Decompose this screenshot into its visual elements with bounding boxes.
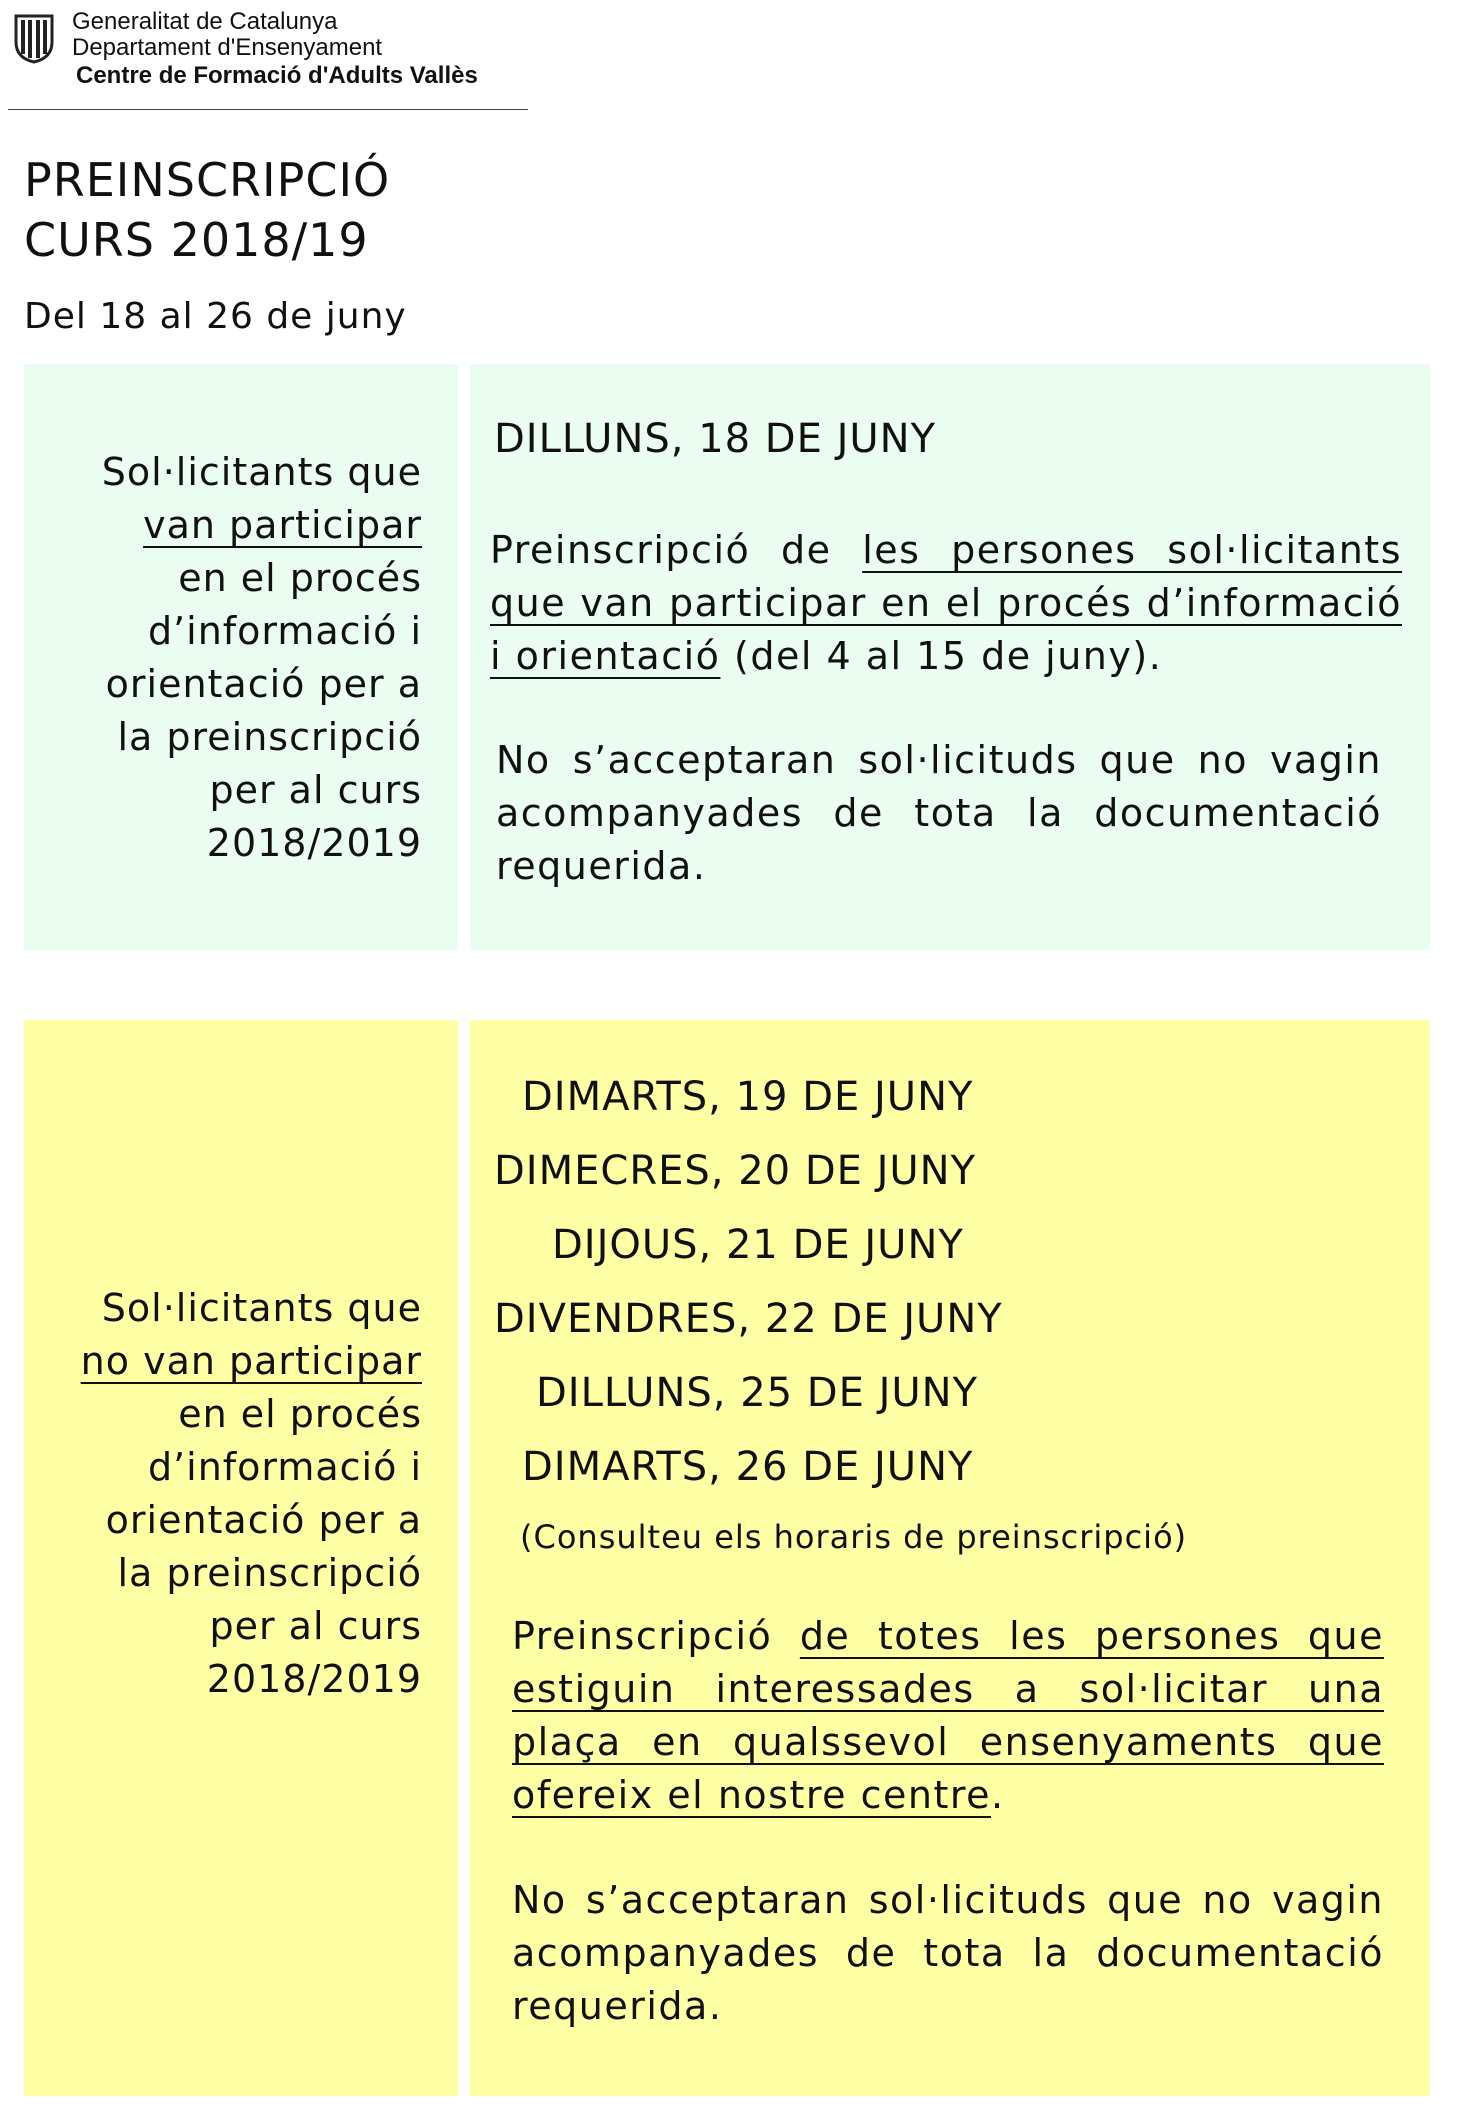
block2-day-3: DIJOUS, 21 DE JUNY [552,1222,964,1268]
left-line: 2018/2019 [206,821,422,865]
block1-right-panel [470,364,1430,950]
left-line: 2018/2019 [206,1657,422,1701]
left-line: en el procés [178,1392,422,1436]
page-title [24,150,390,270]
block1-day: DILLUNS, 18 DE JUNY [494,416,937,462]
block2-day-2: DIMECRES, 20 DE JUNY [494,1148,977,1194]
block1-paragraph-2: No s’acceptaran sol·licituds que no vagin acompanyades de tota la documentació requerida. [496,738,1382,888]
org-line-2: Departament d'Ensenyament [72,34,383,61]
left-line: la preinscripció [117,715,422,759]
block2-left-text [2,1282,422,1706]
left-line: per al curs [209,768,422,812]
block2-day-4: DIVENDRES, 22 DE JUNY [494,1296,1003,1342]
block2-right-panel [470,1020,1430,2096]
left-line-underlined: no van participar [80,1339,422,1383]
date-range: Del 18 al 26 de juny [24,296,407,337]
left-line: per al curs [209,1604,422,1648]
block1-paragraph-1: Preinscripció de les persones sol·licitants que van participar en el procés d’informació i orientació (del 4 al 15 de juny). [490,528,1402,678]
left-line: orientació per a [105,1498,422,1542]
org-line-3: Centre de Formació d'Adults Vallès [76,62,478,89]
block2-day-5: DILLUNS, 25 DE JUNY [536,1370,979,1416]
block2-left-panel [24,1020,458,2096]
left-line: d’informació i [147,1445,422,1489]
block1-left-text [2,446,422,870]
header-divider [8,109,528,110]
left-line-underlined: van participar [143,503,422,547]
left-line: en el procés [178,556,422,600]
block2-day-1: DIMARTS, 19 DE JUNY [522,1074,974,1120]
left-line: Sol·licitants que [101,450,422,494]
block2-day-6: DIMARTS, 26 DE JUNY [522,1444,974,1490]
generalitat-logo-icon [12,12,56,64]
left-line: Sol·licitants que [101,1286,422,1330]
org-line-1: Generalitat de Catalunya [72,8,338,35]
block1-left-panel [24,364,458,950]
title-line-2: CURS 2018/19 [24,213,369,267]
left-line: la preinscripció [117,1551,422,1595]
block2-schedule-note: (Consulteu els horaris de preinscripció) [520,1518,1188,1556]
block2-paragraph-2: No s’acceptaran sol·licituds que no vagin acompanyades de tota la documentació requerida. [512,1878,1384,2028]
left-line: orientació per a [105,662,422,706]
title-line-1: PREINSCRIPCIÓ [24,153,391,207]
block2-paragraph-1: Preinscripció de totes les persones que estiguin interessades a sol·licitar una plaça en qualssevol ensenyaments que ofereix el nostre centre. [512,1614,1385,1817]
left-line: d’informació i [147,609,422,653]
